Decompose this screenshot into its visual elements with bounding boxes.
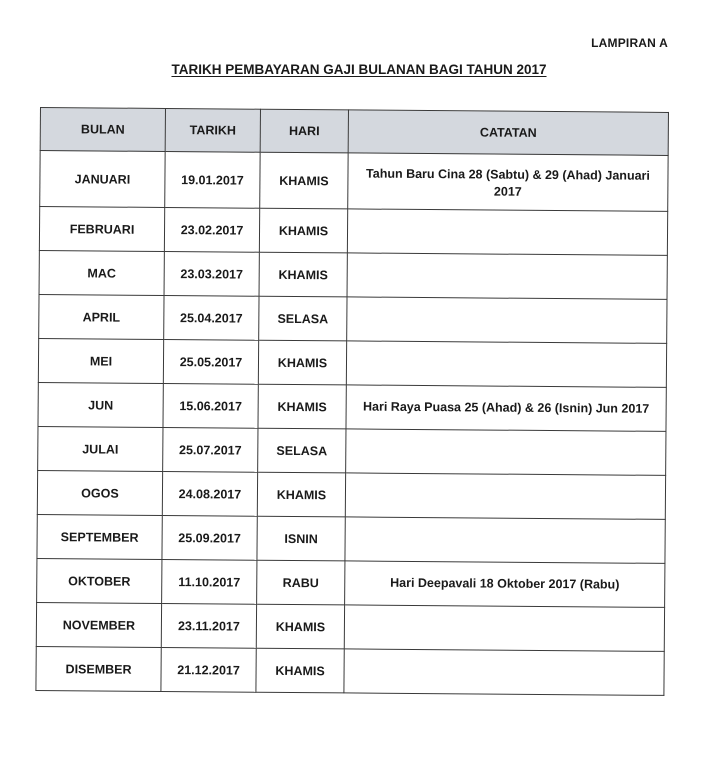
cell-bulan: JANUARI [40,151,165,208]
table-row [39,207,667,256]
cell-catatan [347,209,667,256]
cell-catatan [347,297,667,344]
document-title: TARIKH PEMBAYARAN GAJI BULANAN BAGI TAHUN 2017 [171,62,547,77]
cell-hari: KHAMIS [258,340,346,385]
cell-hari: RABU [257,560,345,605]
cell-catatan [344,605,664,652]
cell-hari: SELASA [259,296,347,341]
cell-hari: KHAMIS [256,604,344,649]
cell-hari: ISNIN [257,516,345,561]
cell-tarikh: 19.01.2017 [165,151,260,208]
cell-hari: KHAMIS [257,472,345,517]
cell-catatan [347,253,667,300]
table-row [37,558,665,607]
cell-bulan: FEBRUARI [39,207,164,252]
column-header-bulan: BULAN [40,108,165,152]
cell-tarikh: 25.04.2017 [164,295,259,340]
salary-schedule-table [35,107,669,696]
cell-hari: SELASA [258,428,346,473]
salary-schedule-table-container [35,107,668,696]
cell-bulan: MEI [38,338,163,383]
cell-catatan [344,649,664,696]
cell-bulan: APRIL [39,294,164,339]
column-header-catatan: CATATAN [348,110,668,156]
table-row [36,602,664,651]
cell-tarikh: 23.02.2017 [164,207,259,252]
cell-bulan: OKTOBER [37,558,162,603]
cell-tarikh: 11.10.2017 [162,559,257,604]
cell-tarikh: 15.06.2017 [163,383,258,428]
table-row [37,470,665,519]
cell-hari: KHAMIS [259,252,347,297]
table-row [37,514,665,563]
table-header-row [40,108,668,156]
column-header-hari: HARI [260,109,348,153]
cell-bulan: JUN [38,382,163,427]
cell-hari: KHAMIS [256,648,344,693]
table-row [38,338,666,387]
cell-tarikh: 24.08.2017 [162,471,257,516]
cell-catatan: Hari Deepavali 18 Oktober 2017 (Rabu) [345,561,665,608]
cell-catatan [345,473,665,520]
cell-catatan: Tahun Baru Cina 28 (Sabtu) & 29 (Ahad) Januari 2017 [348,153,668,212]
appendix-label: LAMPIRAN A [591,36,668,50]
cell-tarikh: 25.05.2017 [163,339,258,384]
table-row [39,294,667,343]
cell-bulan: OGOS [37,470,162,515]
table-row [38,426,666,475]
cell-catatan [346,429,666,476]
cell-bulan: MAC [39,250,164,295]
cell-bulan: NOVEMBER [36,602,161,647]
column-header-tarikh: TARIKH [165,108,260,152]
cell-bulan: SEPTEMBER [37,514,162,559]
cell-hari: KHAMIS [260,152,348,209]
cell-catatan [346,341,666,388]
cell-tarikh: 25.09.2017 [162,515,257,560]
table-row [39,250,667,299]
cell-tarikh: 23.03.2017 [164,251,259,296]
table-row [36,646,664,695]
cell-hari: KHAMIS [259,208,347,253]
cell-bulan: JULAI [38,426,163,471]
cell-catatan: Hari Raya Puasa 25 (Ahad) & 26 (Isnin) Jun 2017 [346,385,666,432]
cell-tarikh: 23.11.2017 [161,603,256,648]
cell-tarikh: 21.12.2017 [161,647,256,692]
table-row [40,151,668,212]
cell-catatan [345,517,665,564]
cell-tarikh: 25.07.2017 [163,427,258,472]
cell-hari: KHAMIS [258,384,346,429]
table-row [38,382,666,431]
cell-bulan: DISEMBER [36,646,161,691]
